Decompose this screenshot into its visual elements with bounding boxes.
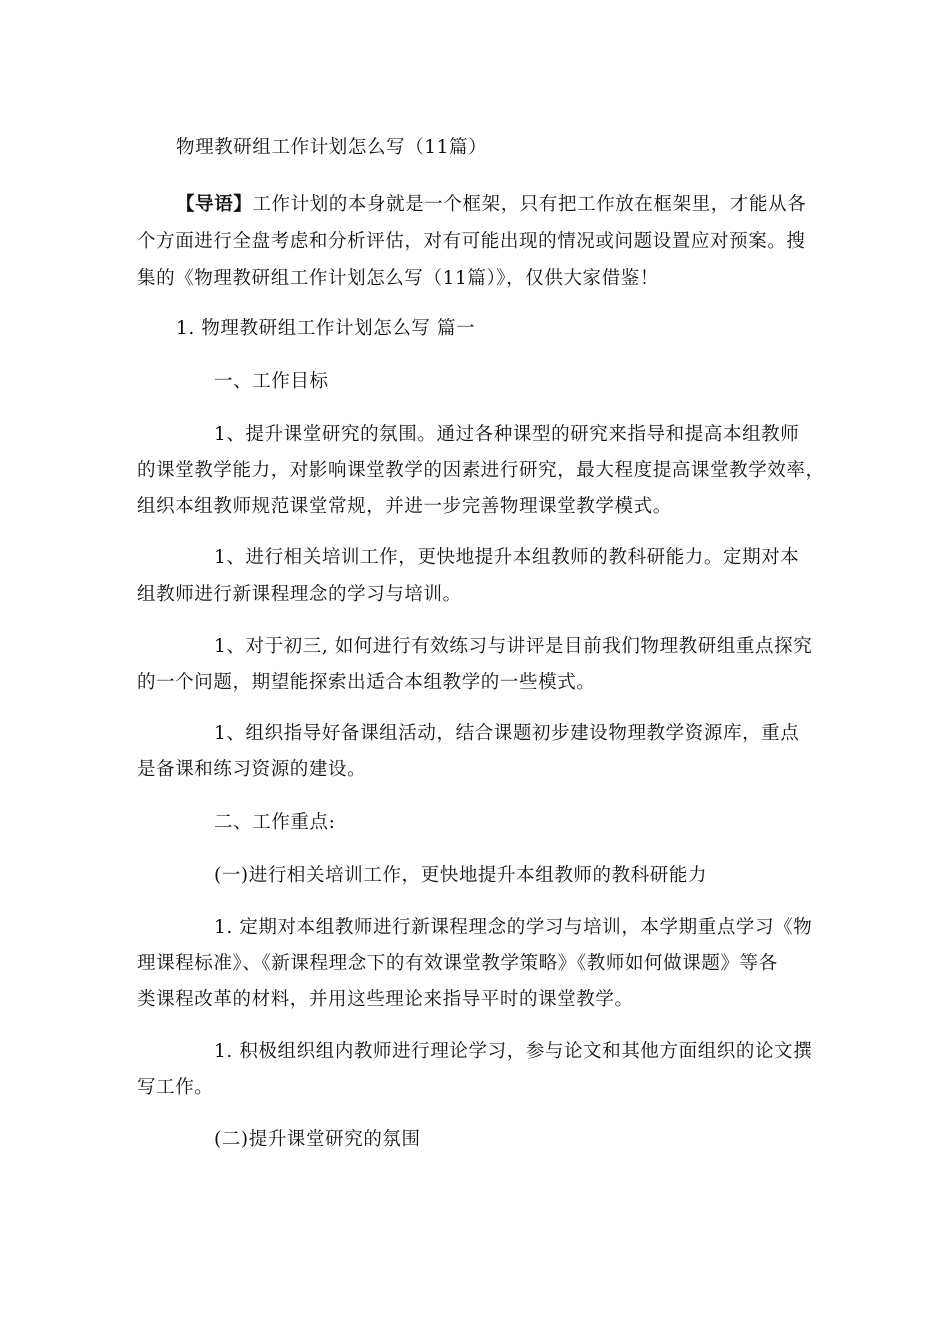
focus-1-heading: (一)进行相关培训工作，更快地提升本组教师的教科研能力 [214, 865, 708, 886]
goal-3-line-1: 1、对于初三, 如何进行有效练习与讲评是目前我们物理教研组重点探究 [214, 636, 813, 657]
goal-2-line-1: 1、进行相关培训工作，更快地提升本组教师的教科研能力。定期对本 [214, 547, 800, 568]
goal-1-line-1: 1、提升课堂研究的氛围。通过各种课型的研究来指导和提高本组教师 [214, 424, 800, 445]
focus-1-item-1-line-2: 理课程标准》、《新课程理念下的有效课堂教学策略》《教师如何做课题》等各 [137, 953, 778, 974]
focus-1-item-1-line-3: 类课程改革的材料，并用这些理论来指导平时的课堂教学。 [137, 989, 634, 1010]
intro-line-1-text: 工作计划的本身就是一个框架，只有把工作放在框架里，才能从各 [252, 194, 807, 215]
focus-1-item-2-line-1: 1. 积极组织组内教师进行理论学习，参与论文和其他方面组织的论文撰 [214, 1041, 813, 1062]
goal-1-line-3: 组织本组教师规范课堂常规，并进一步完善物理课堂教学模式。 [137, 496, 672, 517]
goal-4-line-1: 1、组织指导好备课组活动，结合课题初步建设物理教学资源库，重点 [214, 723, 800, 744]
goal-4-line-2: 是备课和练习资源的建设。 [137, 759, 367, 780]
intro-line-2: 个方面进行全盘考虑和分析评估，对有可能出现的情况或问题设置应对预案。搜 [137, 231, 806, 252]
part-heading-goals: 一、工作目标 [214, 371, 329, 392]
focus-1-item-2-line-2: 写工作。 [137, 1077, 214, 1098]
goal-1-line-2: 的课堂教学能力，对影响课堂教学的因素进行研究，最大程度提高课堂教学效率， [137, 460, 825, 481]
goal-3-line-2: 的一个问题，期望能探索出适合本组教学的一些模式。 [137, 672, 596, 693]
part-heading-focus: 二、工作重点: [214, 812, 336, 833]
intro-lead-label: 【导语】 [176, 194, 253, 215]
intro-line-3: 集的《物理教研组工作计划怎么写（11篇）》，仅供大家借鉴！ [137, 268, 659, 289]
intro-line-1 [176, 192, 806, 218]
goal-2-line-2: 组教师进行新课程理念的学习与培训。 [137, 584, 462, 605]
document-title: 物理教研组工作计划怎么写（11篇） [176, 137, 488, 158]
focus-1-item-1-line-1: 1. 定期对本组教师进行新课程理念的学习与培训，本学期重点学习《物 [214, 917, 813, 938]
section-heading-1: 1. 物理教研组工作计划怎么写 篇一 [176, 318, 476, 339]
focus-2-heading: (二)提升课堂研究的氛围 [214, 1129, 421, 1150]
